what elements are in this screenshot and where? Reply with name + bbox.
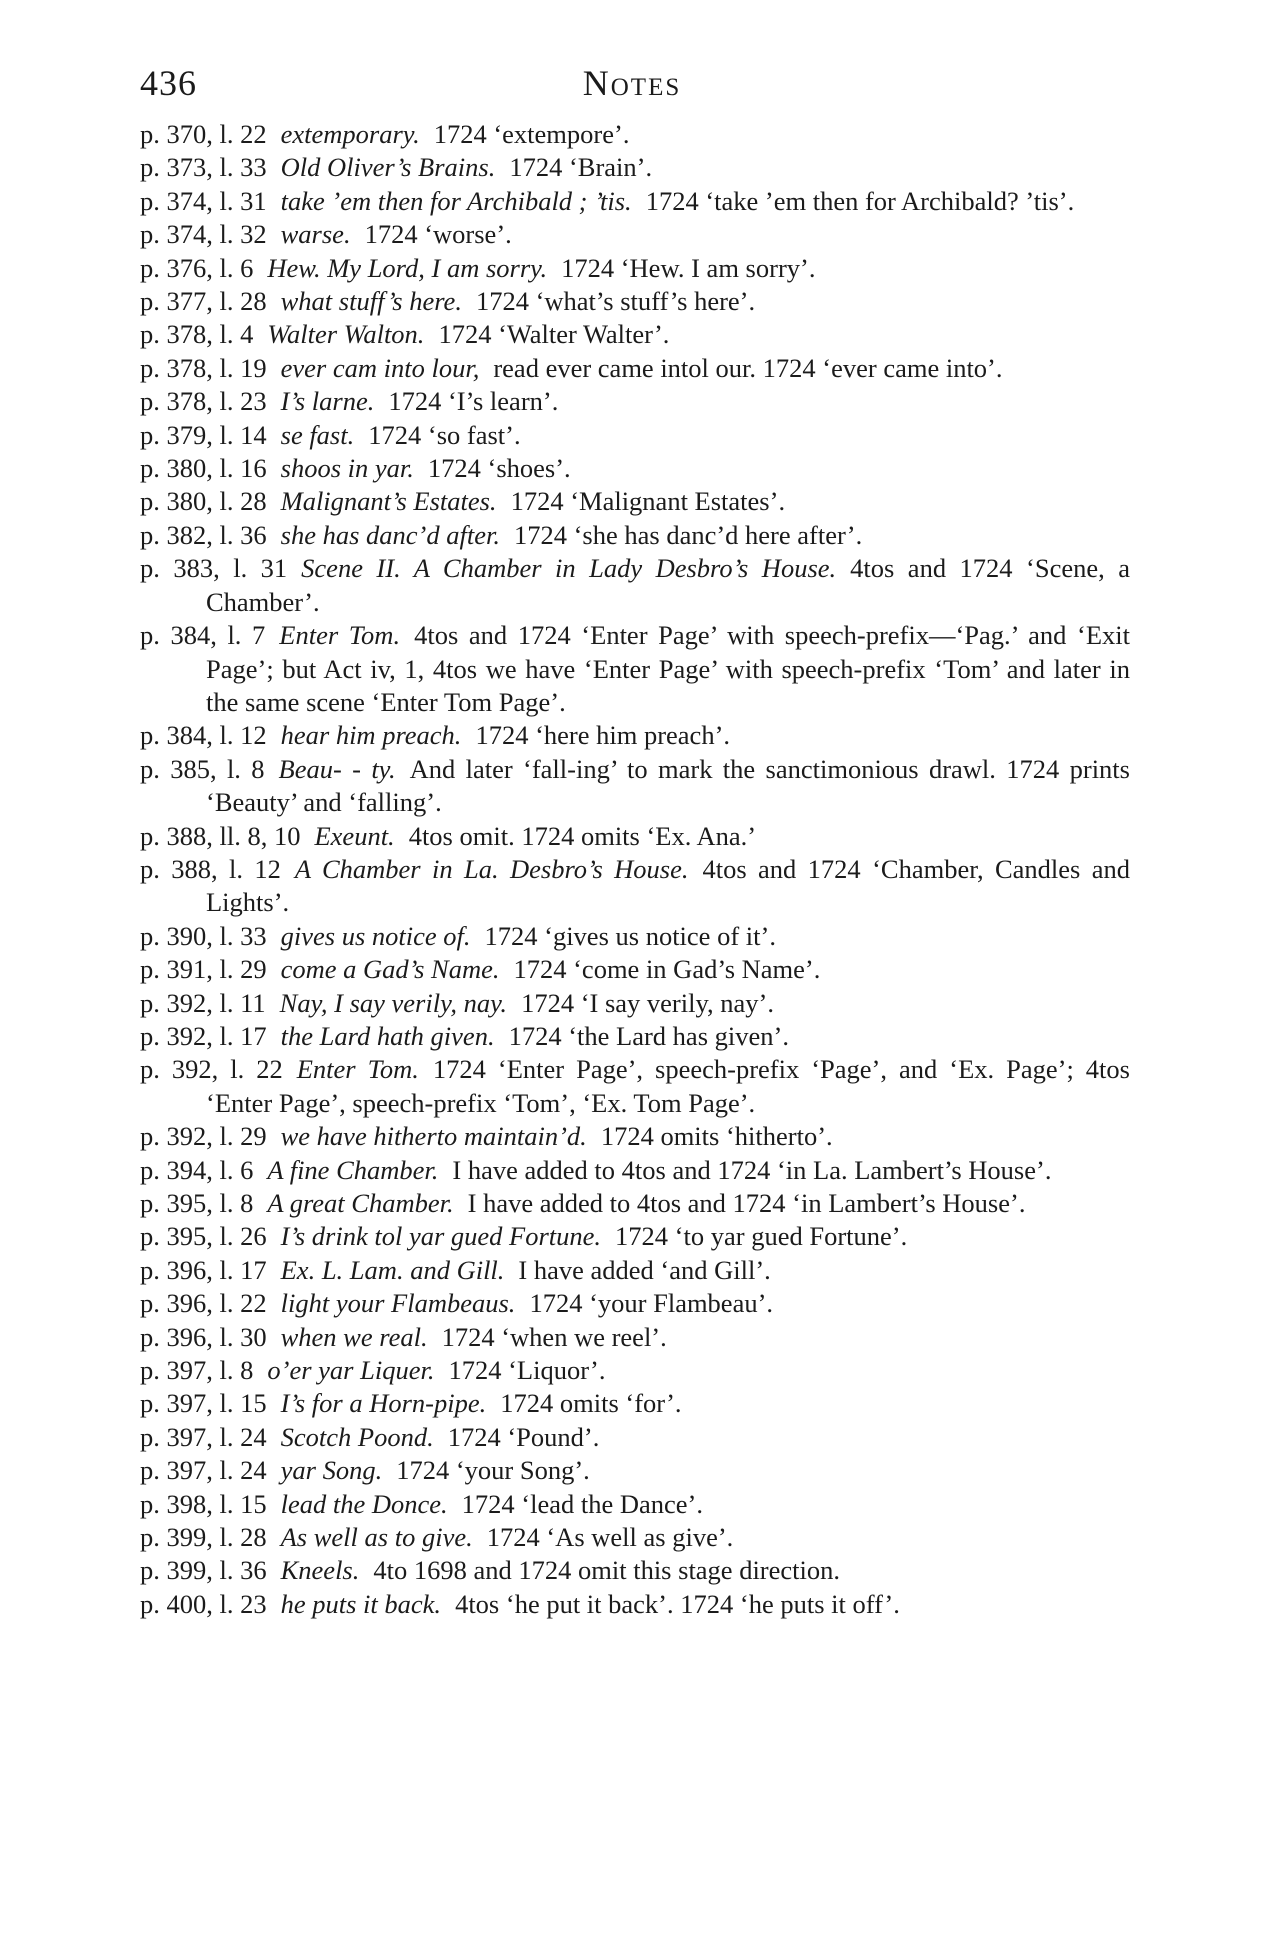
note-entry — [140, 352, 1130, 385]
note-comment: 1724 ‘extempore’. — [433, 119, 630, 149]
note-lemma: Kneels. — [280, 1555, 360, 1586]
note-reference: p. 380, l. 16 — [140, 453, 267, 484]
note-entry — [140, 452, 1130, 485]
note-comment: 1724 omits ‘hitherto’. — [600, 1121, 833, 1152]
note-entry — [140, 1454, 1130, 1487]
note-entry — [140, 753, 1130, 820]
note-comment: 1724 ‘here him preach’. — [475, 720, 731, 751]
note-entry — [140, 1287, 1130, 1320]
note-comment: 1724 ‘so fast’. — [368, 419, 521, 450]
note-comment: And later ‘fall-ing’ to mark the sanctimonious drawl. 1724 prints ‘Beauty’ and ‘falling’. — [206, 753, 1130, 818]
note-lemma: Scene II. A Chamber in Lady Desbro’s House. — [301, 553, 837, 584]
note-entry — [140, 1588, 1130, 1621]
note-lemma: extemporary. — [280, 119, 420, 149]
note-entry — [140, 953, 1130, 986]
note-comment: 1724 ‘worse’. — [364, 219, 512, 250]
note-reference: p. 373, l. 33 — [140, 152, 267, 183]
note-reference: p. 379, l. 14 — [140, 419, 267, 450]
note-lemma: we have hitherto maintain’d. — [280, 1121, 587, 1152]
note-entry — [140, 1020, 1130, 1053]
note-comment: 4tos and 1724 ‘Scene, a Chamber’. — [206, 553, 1130, 617]
note-entry — [140, 1387, 1130, 1420]
note-comment: 1724 ‘the Lard has given’. — [508, 1020, 789, 1051]
note-comment: 1724 ‘I say verily, nay’. — [521, 987, 774, 1018]
note-lemma: A Chamber in La. Desbro’s House. — [294, 853, 689, 884]
note-comment: 1724 ‘to yar gued Fortune’. — [615, 1221, 908, 1252]
note-reference: p. 398, l. 15 — [140, 1488, 267, 1519]
note-reference: p. 384, l. 12 — [140, 720, 267, 751]
note-lemma: warse. — [280, 219, 351, 250]
running-head: Notes — [582, 63, 682, 103]
note-entry — [140, 1421, 1130, 1454]
note-lemma: Walter Walton. — [267, 319, 425, 350]
note-comment: 1724 ‘when we reel’. — [441, 1321, 667, 1352]
note-comment: 4tos and 1724 ‘Chamber, Candles and Lights’. — [206, 853, 1130, 918]
note-comment: I have added to 4tos and 1724 ‘in La. Lambert’s House’. — [452, 1154, 1052, 1185]
note-lemma: I’s for a Horn-pipe. — [280, 1388, 487, 1419]
note-entry — [140, 285, 1130, 318]
note-entry — [140, 318, 1130, 351]
note-comment: 1724 ‘she has danc’d here after’. — [513, 519, 863, 550]
note-lemma: Ex. L. Lam. and Gill. — [280, 1254, 505, 1285]
note-entry — [140, 419, 1130, 452]
note-entry — [140, 920, 1130, 953]
note-lemma: when we real. — [280, 1321, 428, 1352]
note-comment: read ever came intol our. 1724 ‘ever came into’. — [493, 352, 1003, 383]
note-lemma: lead the Donce. — [280, 1488, 448, 1519]
note-comment: 1724 ‘lead the Dance’. — [461, 1488, 704, 1519]
note-lemma: she has danc’d after. — [280, 519, 500, 550]
note-comment: 1724 ‘As well as give’. — [486, 1522, 734, 1553]
note-entry — [140, 619, 1130, 719]
note-reference: p. 392, l. 11 — [140, 987, 266, 1018]
note-entry — [140, 719, 1130, 752]
note-lemma: light your Flambeaus. — [280, 1288, 516, 1319]
note-entry — [140, 1354, 1130, 1387]
note-reference: p. 392, l. 22 — [140, 1054, 283, 1085]
note-comment: 4to 1698 and 1724 omit this stage direction. — [373, 1555, 841, 1586]
note-entry — [140, 1321, 1130, 1354]
note-entry — [140, 1254, 1130, 1287]
note-lemma: Beau- - ty. — [278, 753, 396, 784]
note-reference: p. 397, l. 24 — [140, 1421, 267, 1452]
note-lemma: A fine Chamber. — [267, 1154, 439, 1185]
note-reference: p. 400, l. 23 — [140, 1588, 267, 1619]
note-lemma: Nay, I say verily, nay. — [279, 987, 508, 1018]
note-comment: 1724 ‘what’s stuff’s here’. — [475, 286, 756, 317]
note-reference: p. 395, l. 26 — [140, 1221, 267, 1252]
note-reference: p. 380, l. 28 — [140, 486, 267, 517]
note-comment: 1724 ‘take ’em then for Archibald? ’tis’. — [645, 185, 1075, 216]
note-lemma: ever cam into lour, — [280, 352, 480, 383]
note-reference: p. 399, l. 36 — [140, 1555, 267, 1586]
note-comment: 1724 ‘Hew. I am sorry’. — [561, 252, 816, 283]
note-lemma: come a Gad’s Name. — [280, 954, 500, 985]
note-reference: p. 392, l. 17 — [140, 1020, 267, 1051]
note-lemma: I’s larne. — [280, 386, 375, 417]
note-entry — [140, 1554, 1130, 1587]
note-comment: 1724 ‘your Song’. — [396, 1455, 590, 1486]
note-comment: 1724 ‘I’s learn’. — [388, 386, 559, 417]
note-reference: p. 383, l. 31 — [140, 553, 288, 584]
note-lemma: As well as to give. — [280, 1522, 473, 1553]
note-entry — [140, 1521, 1130, 1554]
note-reference: p. 396, l. 30 — [140, 1321, 267, 1352]
note-lemma: I’s drink tol yar gued Fortune. — [280, 1221, 602, 1252]
note-entry — [140, 1488, 1130, 1521]
note-reference: p. 397, l. 8 — [140, 1355, 254, 1386]
note-comment: 1724 ‘Enter Page’, speech-prefix ‘Page’, and ‘Ex. Page’; 4tos ‘Enter Page’, speech-prefix ‘Tom’, ‘Ex. Tom Page’. — [206, 1054, 1130, 1118]
note-comment: 1724 ‘gives us notice of it’. — [484, 920, 776, 951]
note-lemma: Exeunt. — [314, 820, 395, 851]
note-comment: 1724 ‘your Flambeau’. — [529, 1288, 774, 1319]
note-lemma: Hew. My Lord, I am sorry. — [267, 252, 548, 283]
note-comment: I have added to 4tos and 1724 ‘in Lambert’s House’. — [467, 1188, 1026, 1218]
note-lemma: o’er yar Liquer. — [267, 1355, 435, 1386]
note-reference: p. 384, l. 7 — [140, 620, 266, 651]
note-lemma: yar Song. — [280, 1455, 383, 1486]
note-entry — [140, 185, 1130, 218]
note-comment: 4tos ‘he put it back’. 1724 ‘he puts it off’. — [455, 1588, 900, 1619]
note-comment: 1724 ‘come in Gad’s Name’. — [513, 954, 821, 985]
note-reference: p. 378, l. 19 — [140, 352, 267, 383]
note-comment: 1724 ‘shoes’. — [427, 453, 571, 484]
note-reference: p. 395, l. 8 — [140, 1188, 254, 1218]
note-entry — [140, 385, 1130, 418]
note-reference: p. 388, l. 12 — [140, 853, 281, 884]
note-lemma: Enter Tom. — [279, 620, 401, 651]
note-lemma: se fast. — [280, 419, 355, 450]
note-entry — [140, 1154, 1130, 1187]
note-reference: p. 370, l. 22 — [140, 119, 267, 149]
note-entry — [140, 1220, 1130, 1253]
note-reference: p. 397, l. 15 — [140, 1388, 267, 1419]
note-reference: p. 388, ll. 8, 10 — [140, 820, 301, 851]
note-lemma: hear him preach. — [280, 720, 462, 751]
note-comment: 4tos and 1724 ‘Enter Page’ with speech-prefix—‘Pag.’ and ‘Exit Page’; but Act iv, 1, 4tos we have ‘Enter Page’ with speech-prefix ‘Tom’ and later in the same scene ‘Enter Tom Page’. — [206, 620, 1130, 717]
note-entry — [140, 1120, 1130, 1153]
note-reference: p. 377, l. 28 — [140, 286, 267, 317]
note-reference: p. 378, l. 4 — [140, 319, 254, 350]
note-lemma: Scotch Poond. — [280, 1421, 434, 1452]
note-reference: p. 397, l. 24 — [140, 1455, 267, 1486]
note-reference: p. 374, l. 32 — [140, 219, 267, 250]
note-reference: p. 396, l. 22 — [140, 1288, 267, 1319]
note-lemma: what stuff’s here. — [280, 286, 462, 317]
note-lemma: take ’em then for Archibald ; ’tis. — [280, 185, 632, 216]
note-lemma: gives us notice of. — [280, 920, 471, 951]
note-comment: 1724 omits ‘for’. — [500, 1388, 682, 1419]
note-lemma: he puts it back. — [280, 1588, 442, 1619]
note-entry — [140, 118, 1130, 151]
note-lemma: the Lard hath given. — [280, 1020, 495, 1051]
note-entry — [140, 820, 1130, 853]
page-number: 436 — [140, 63, 197, 103]
note-entry — [140, 987, 1130, 1020]
note-entry — [140, 485, 1130, 518]
note-lemma: A great Chamber. — [267, 1188, 454, 1218]
note-comment: 1724 ‘Malignant Estates’. — [510, 486, 786, 517]
note-reference: p. 396, l. 17 — [140, 1254, 267, 1285]
note-entry — [140, 519, 1130, 552]
note-entry — [140, 853, 1130, 920]
note-reference: p. 392, l. 29 — [140, 1121, 267, 1152]
note-reference: p. 374, l. 31 — [140, 185, 267, 216]
note-lemma: shoos in yar. — [280, 453, 414, 484]
note-reference: p. 385, l. 8 — [140, 753, 265, 784]
note-reference: p. 391, l. 29 — [140, 954, 267, 985]
note-reference: p. 376, l. 6 — [140, 252, 254, 283]
note-reference: p. 390, l. 33 — [140, 920, 267, 951]
note-entry — [140, 252, 1130, 285]
notes-list — [140, 118, 1130, 1621]
note-comment: 1724 ‘Pound’. — [447, 1421, 600, 1452]
note-reference: p. 399, l. 28 — [140, 1522, 267, 1553]
note-reference: p. 382, l. 36 — [140, 519, 267, 550]
note-lemma: Enter Tom. — [296, 1054, 419, 1085]
note-comment: 4tos omit. 1724 omits ‘Ex. Ana.’ — [408, 820, 757, 851]
note-entry — [140, 552, 1130, 619]
note-reference: p. 378, l. 23 — [140, 386, 267, 417]
note-lemma: Malignant’s Estates. — [280, 486, 497, 517]
note-reference: p. 394, l. 6 — [140, 1154, 254, 1185]
note-comment: 1724 ‘Walter Walter’. — [438, 319, 670, 350]
note-comment: I have added ‘and Gill’. — [518, 1254, 771, 1285]
note-comment: 1724 ‘Brain’. — [509, 152, 653, 183]
note-comment: 1724 ‘Liquor’. — [448, 1355, 606, 1386]
note-entry — [140, 151, 1130, 184]
note-lemma: Old Oliver’s Brains. — [280, 152, 496, 183]
note-entry — [140, 218, 1130, 251]
note-entry — [140, 1053, 1130, 1120]
note-entry — [140, 1187, 1130, 1220]
